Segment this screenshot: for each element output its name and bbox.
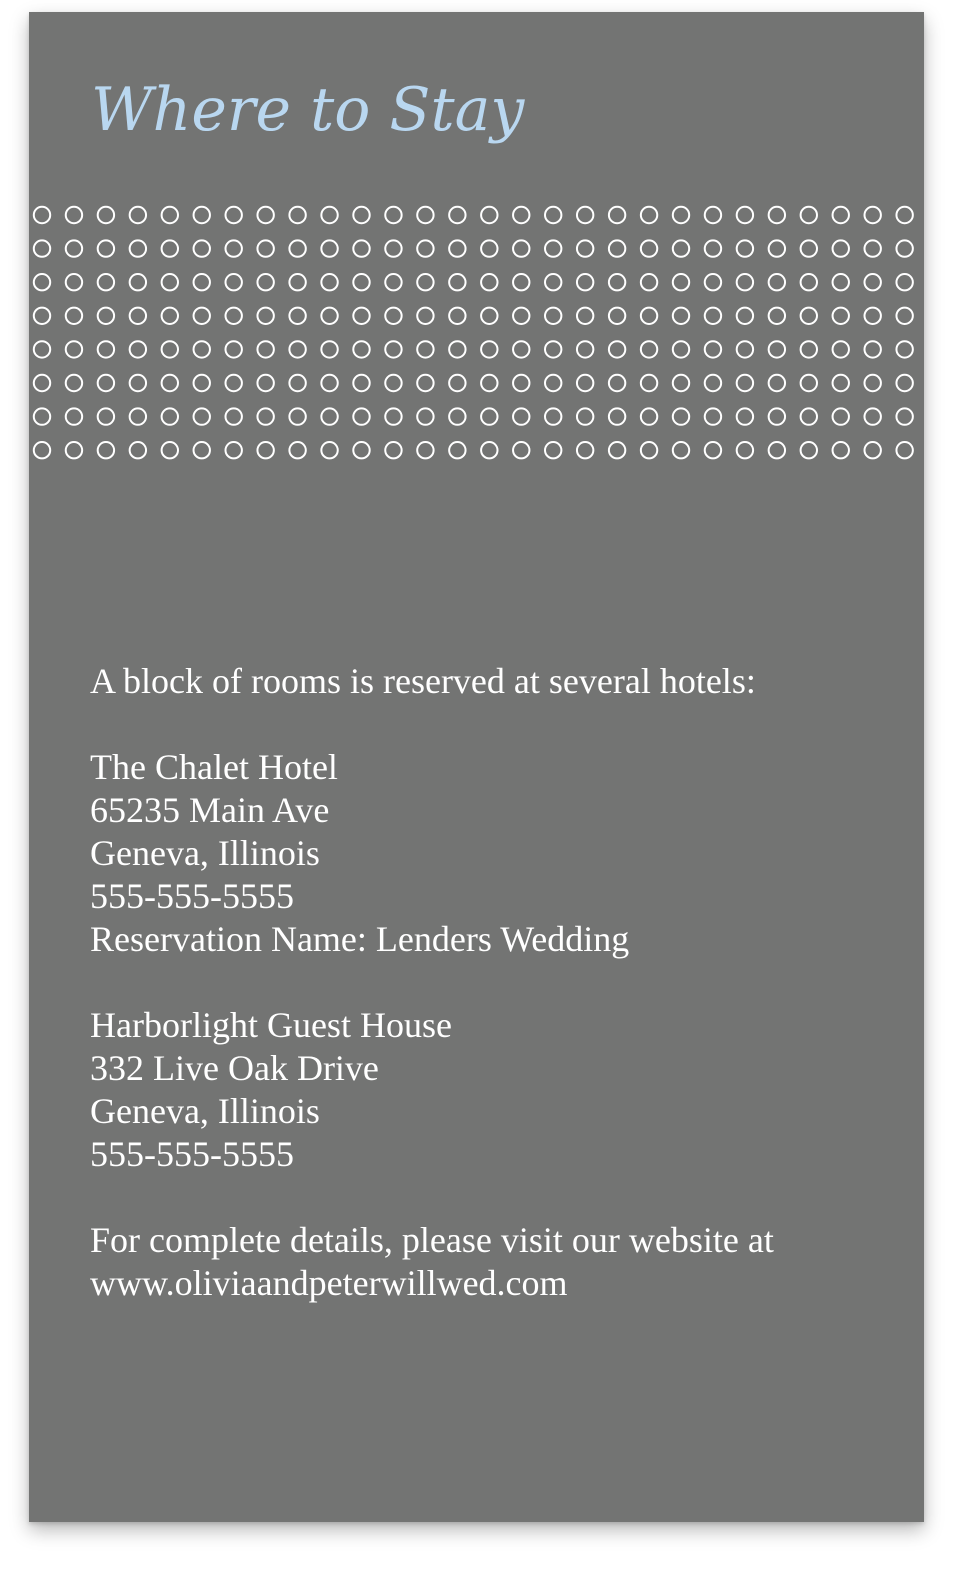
pattern-circle — [865, 240, 881, 256]
pattern-circle — [705, 308, 721, 324]
pattern-circle — [865, 375, 881, 391]
pattern-circle — [289, 240, 305, 256]
pattern-circle — [769, 207, 785, 223]
pattern-circle — [801, 207, 817, 223]
pattern-circle — [321, 341, 337, 357]
pattern-circle — [705, 408, 721, 424]
pattern-circle — [481, 341, 497, 357]
pattern-circle — [289, 274, 305, 290]
hotel-address: 332 Live Oak Drive — [90, 1048, 379, 1088]
pattern-circle — [513, 274, 529, 290]
pattern-circle — [513, 375, 529, 391]
hotel-block-harborlight — [90, 1004, 890, 1176]
pattern-circle — [641, 308, 657, 324]
pattern-circle — [257, 408, 273, 424]
pattern-circle — [385, 341, 401, 357]
pattern-circle — [417, 442, 433, 458]
pattern-circle — [321, 308, 337, 324]
pattern-circle — [321, 442, 337, 458]
pattern-circle — [98, 341, 114, 357]
pattern-circle — [513, 341, 529, 357]
pattern-circle — [833, 341, 849, 357]
pattern-circle — [257, 375, 273, 391]
pattern-circle — [673, 375, 689, 391]
pattern-circle — [896, 240, 912, 256]
pattern-circle — [769, 308, 785, 324]
pattern-circle — [449, 308, 465, 324]
pattern-circle — [385, 274, 401, 290]
pattern-circle — [321, 274, 337, 290]
pattern-circle — [321, 207, 337, 223]
pattern-circle — [641, 408, 657, 424]
hotel-block-chalet — [90, 746, 890, 961]
pattern-circle — [66, 408, 82, 424]
pattern-circle — [833, 442, 849, 458]
pattern-circle — [321, 408, 337, 424]
pattern-circle — [545, 442, 561, 458]
pattern-circle — [513, 408, 529, 424]
pattern-circle — [257, 207, 273, 223]
pattern-circle — [289, 207, 305, 223]
pattern-circle — [705, 240, 721, 256]
hotel-phone: 555-555-5555 — [90, 1134, 294, 1174]
pattern-circle — [34, 240, 50, 256]
pattern-circle — [737, 442, 753, 458]
pattern-circle — [896, 207, 912, 223]
pattern-circle — [385, 442, 401, 458]
pattern-circle — [705, 207, 721, 223]
pattern-circle — [226, 442, 242, 458]
pattern-circle — [257, 240, 273, 256]
pattern-circle — [833, 408, 849, 424]
pattern-circle — [98, 308, 114, 324]
pattern-circle — [641, 442, 657, 458]
pattern-circle — [513, 442, 529, 458]
pattern-circle — [385, 207, 401, 223]
pattern-circle — [257, 442, 273, 458]
pattern-circle — [130, 375, 146, 391]
pattern-circle — [801, 341, 817, 357]
pattern-circle — [577, 240, 593, 256]
pattern-circle — [417, 308, 433, 324]
pattern-circle — [417, 207, 433, 223]
pattern-circle — [609, 341, 625, 357]
pattern-circle — [162, 442, 178, 458]
pattern-circle — [34, 274, 50, 290]
pattern-circle — [194, 308, 210, 324]
pattern-circle — [34, 341, 50, 357]
pattern-circle — [896, 408, 912, 424]
pattern-circle — [289, 308, 305, 324]
pattern-circle — [673, 408, 689, 424]
pattern-circle — [896, 274, 912, 290]
pattern-circle — [130, 207, 146, 223]
website-url: www.oliviaandpeterwillwed.com — [90, 1263, 568, 1303]
pattern-circle — [577, 207, 593, 223]
pattern-circle — [353, 341, 369, 357]
pattern-circle — [226, 308, 242, 324]
pattern-circle — [865, 442, 881, 458]
card-body — [90, 660, 890, 1348]
pattern-circle — [641, 207, 657, 223]
pattern-circle — [769, 341, 785, 357]
pattern-circle — [194, 375, 210, 391]
pattern-circle — [321, 375, 337, 391]
pattern-circle — [513, 240, 529, 256]
pattern-circle — [449, 240, 465, 256]
hotel-phone: 555-555-5555 — [90, 876, 294, 916]
pattern-circle — [226, 341, 242, 357]
pattern-circle — [130, 308, 146, 324]
pattern-circle — [737, 207, 753, 223]
pattern-circle — [353, 408, 369, 424]
pattern-circle — [545, 375, 561, 391]
intro-line: A block of rooms is reserved at several hotels: — [90, 661, 756, 701]
pattern-circle — [545, 408, 561, 424]
pattern-circle — [609, 240, 625, 256]
pattern-circle — [609, 375, 625, 391]
pattern-circle — [641, 375, 657, 391]
pattern-circle — [417, 408, 433, 424]
pattern-circle — [481, 274, 497, 290]
pattern-circle — [609, 274, 625, 290]
pattern-circle — [162, 274, 178, 290]
hotel-city: Geneva, Illinois — [90, 833, 320, 873]
pattern-circle — [896, 442, 912, 458]
intro-text — [90, 660, 890, 703]
pattern-circle — [257, 308, 273, 324]
pattern-circle — [449, 375, 465, 391]
website-note-text: For complete details, please visit our website at — [90, 1220, 774, 1260]
pattern-circle — [194, 442, 210, 458]
pattern-circle — [865, 308, 881, 324]
pattern-circle — [769, 274, 785, 290]
pattern-circle — [226, 274, 242, 290]
hotel-name: Harborlight Guest House — [90, 1005, 452, 1045]
pattern-circle — [705, 341, 721, 357]
pattern-circle — [353, 442, 369, 458]
pattern-circle — [577, 442, 593, 458]
pattern-circle — [673, 207, 689, 223]
pattern-circle — [162, 308, 178, 324]
pattern-circle — [98, 240, 114, 256]
pattern-circle — [226, 240, 242, 256]
pattern-circle — [673, 341, 689, 357]
pattern-circle — [130, 442, 146, 458]
pattern-circle — [257, 341, 273, 357]
pattern-circle — [801, 308, 817, 324]
pattern-circle — [353, 240, 369, 256]
pattern-circle — [385, 375, 401, 391]
pattern-circle — [609, 408, 625, 424]
pattern-circle — [737, 308, 753, 324]
pattern-circle — [66, 274, 82, 290]
pattern-circle — [737, 341, 753, 357]
pattern-circle — [162, 240, 178, 256]
pattern-circle — [833, 207, 849, 223]
pattern-circle — [34, 408, 50, 424]
pattern-circle — [417, 274, 433, 290]
pattern-circle — [673, 442, 689, 458]
pattern-circle — [833, 240, 849, 256]
pattern-circle — [226, 375, 242, 391]
pattern-circle — [577, 408, 593, 424]
pattern-circle — [34, 442, 50, 458]
pattern-circle — [353, 207, 369, 223]
pattern-circle — [481, 207, 497, 223]
pattern-circle — [673, 274, 689, 290]
pattern-circle — [545, 308, 561, 324]
pattern-circle — [449, 442, 465, 458]
pattern-circle — [194, 341, 210, 357]
pattern-circle — [66, 341, 82, 357]
pattern-circle — [865, 207, 881, 223]
pattern-circle — [66, 375, 82, 391]
pattern-circle — [194, 207, 210, 223]
pattern-circle — [641, 240, 657, 256]
pattern-circle — [353, 274, 369, 290]
pattern-circle — [353, 375, 369, 391]
pattern-circle — [449, 207, 465, 223]
pattern-circle — [705, 274, 721, 290]
pattern-circle — [162, 207, 178, 223]
pattern-circle — [66, 207, 82, 223]
pattern-circle — [130, 341, 146, 357]
pattern-circle — [833, 274, 849, 290]
pattern-circle — [481, 308, 497, 324]
pattern-circle — [34, 207, 50, 223]
pattern-circle — [833, 375, 849, 391]
pattern-circle — [385, 308, 401, 324]
pattern-circle — [577, 274, 593, 290]
pattern-circle — [577, 375, 593, 391]
hotel-address: 65235 Main Ave — [90, 790, 330, 830]
pattern-circle — [769, 375, 785, 391]
pattern-circle — [130, 408, 146, 424]
pattern-circle — [449, 274, 465, 290]
pattern-circle — [449, 408, 465, 424]
pattern-circle — [98, 442, 114, 458]
pattern-circle — [833, 308, 849, 324]
pattern-circle — [673, 240, 689, 256]
pattern-circle — [194, 408, 210, 424]
pattern-circle — [257, 274, 273, 290]
pattern-circle — [162, 408, 178, 424]
invitation-card — [29, 12, 924, 1522]
pattern-circle — [513, 207, 529, 223]
pattern-circle — [577, 341, 593, 357]
website-note — [90, 1219, 890, 1305]
pattern-circle — [896, 308, 912, 324]
pattern-circle — [98, 375, 114, 391]
pattern-circle — [545, 207, 561, 223]
pattern-circle — [481, 240, 497, 256]
pattern-circle — [289, 442, 305, 458]
pattern-circle — [865, 274, 881, 290]
pattern-circle — [98, 207, 114, 223]
pattern-circle — [865, 408, 881, 424]
pattern-circle — [226, 207, 242, 223]
pattern-circle — [481, 375, 497, 391]
pattern-circle — [162, 341, 178, 357]
pattern-circle — [737, 274, 753, 290]
pattern-circle — [705, 375, 721, 391]
card-title: Where to Stay — [91, 75, 525, 145]
pattern-circle — [641, 341, 657, 357]
pattern-circle — [609, 308, 625, 324]
circle-dot-pattern — [29, 200, 924, 472]
pattern-circle — [98, 274, 114, 290]
pattern-circle — [545, 274, 561, 290]
pattern-circle — [896, 375, 912, 391]
pattern-circle — [577, 308, 593, 324]
hotel-name: The Chalet Hotel — [90, 747, 338, 787]
pattern-circle — [417, 341, 433, 357]
pattern-circle — [226, 408, 242, 424]
pattern-circle — [289, 408, 305, 424]
pattern-circle — [801, 240, 817, 256]
pattern-circle — [385, 240, 401, 256]
pattern-circle — [769, 442, 785, 458]
pattern-circle — [801, 442, 817, 458]
pattern-circle — [289, 341, 305, 357]
pattern-circle — [481, 408, 497, 424]
pattern-circle — [162, 375, 178, 391]
pattern-circle — [641, 274, 657, 290]
pattern-circle — [385, 408, 401, 424]
pattern-circle — [66, 240, 82, 256]
pattern-circle — [769, 408, 785, 424]
pattern-circle — [66, 442, 82, 458]
pattern-circle — [769, 240, 785, 256]
pattern-circle — [737, 408, 753, 424]
pattern-circle — [194, 240, 210, 256]
pattern-circle — [66, 308, 82, 324]
pattern-circle — [545, 341, 561, 357]
pattern-circle — [801, 274, 817, 290]
pattern-circle — [194, 274, 210, 290]
pattern-circle — [34, 375, 50, 391]
pattern-circle — [673, 308, 689, 324]
pattern-circle — [34, 308, 50, 324]
pattern-circle — [801, 408, 817, 424]
pattern-circle — [865, 341, 881, 357]
pattern-circle — [321, 240, 337, 256]
pattern-circle — [609, 442, 625, 458]
pattern-circle — [737, 240, 753, 256]
pattern-circle — [513, 308, 529, 324]
hotel-city: Geneva, Illinois — [90, 1091, 320, 1131]
pattern-circle — [481, 442, 497, 458]
pattern-circle — [289, 375, 305, 391]
pattern-circle — [545, 240, 561, 256]
pattern-circle — [417, 240, 433, 256]
hotel-reservation-name: Reservation Name: Lenders Wedding — [90, 919, 630, 959]
pattern-circle — [353, 308, 369, 324]
pattern-circle — [705, 442, 721, 458]
pattern-circle — [98, 408, 114, 424]
pattern-circle — [130, 240, 146, 256]
pattern-circle — [609, 207, 625, 223]
pattern-circle — [801, 375, 817, 391]
pattern-circle — [449, 341, 465, 357]
pattern-circle — [896, 341, 912, 357]
pattern-circle — [737, 375, 753, 391]
pattern-circle — [417, 375, 433, 391]
pattern-circle — [130, 274, 146, 290]
